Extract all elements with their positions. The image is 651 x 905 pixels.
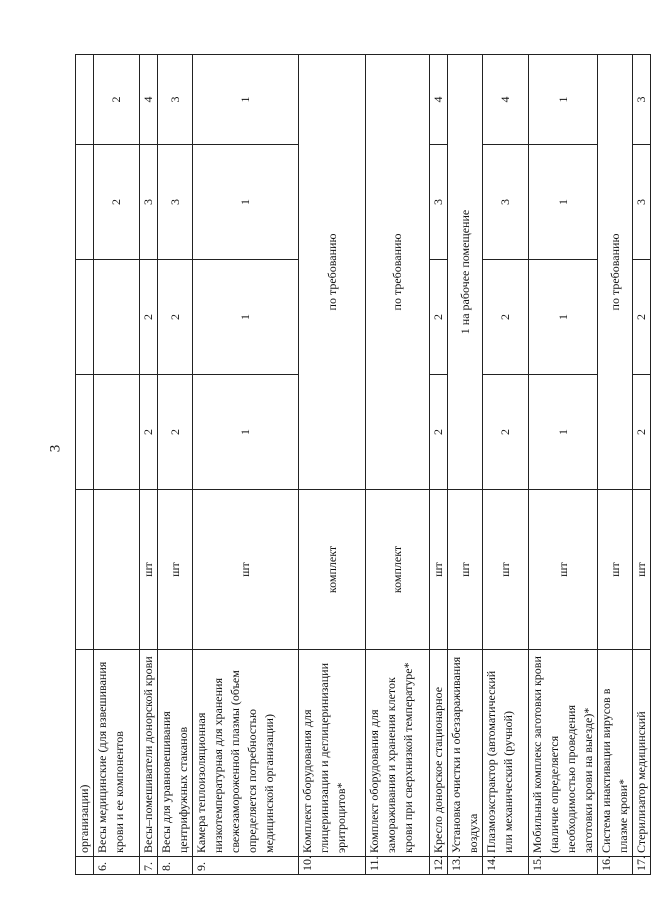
row-number: 11. xyxy=(366,857,430,875)
table-row xyxy=(366,55,430,875)
value-cell: 3 xyxy=(483,145,529,260)
value-cell: 1 xyxy=(193,55,299,145)
row-number: 14. xyxy=(483,857,529,875)
table-row xyxy=(598,55,633,875)
table-row xyxy=(193,55,299,875)
table-row xyxy=(633,55,651,875)
unit-cell: шт xyxy=(158,490,193,650)
row-number: 8. xyxy=(158,857,193,875)
table-row xyxy=(529,55,598,875)
row-number: 9. xyxy=(193,857,299,875)
unit-cell: шт xyxy=(140,490,158,650)
value-cell: 2 xyxy=(140,260,158,375)
value-cell: 3 xyxy=(430,145,448,260)
value-cell: 1 xyxy=(193,375,299,490)
item-name: Плазмоэкстрактор (автоматический или механический (ручной) xyxy=(483,650,529,857)
value-cell xyxy=(76,145,94,260)
unit-cell: шт xyxy=(483,490,529,650)
row-number: 16. xyxy=(598,857,633,875)
table-row xyxy=(448,55,483,875)
value-cell: 4 xyxy=(430,55,448,145)
table-row xyxy=(140,55,158,875)
value-cell: 3 xyxy=(633,55,651,145)
item-name: Стерилизатор медицинский xyxy=(633,650,651,857)
row-number: 15. xyxy=(529,857,598,875)
unit-cell xyxy=(94,490,140,650)
item-name: Камера теплоизоляционная низкотемпературная для хранения свежезамороженной плазмы (объем определяется потребностью медицинской организации) xyxy=(193,650,299,857)
item-name: Мобильный комплекс заготовки крови (наличие определяется необходимостью проведения заготовки крови на выезде)* xyxy=(529,650,598,857)
row-number: 7. xyxy=(140,857,158,875)
value-cell: 1 xyxy=(529,375,598,490)
value-cell: 2 xyxy=(94,145,140,260)
unit-cell: комплект xyxy=(366,490,430,650)
value-cell: 4 xyxy=(483,55,529,145)
table-body xyxy=(76,55,651,875)
value-cell xyxy=(94,260,140,375)
unit-cell: шт xyxy=(598,490,633,650)
unit-cell: шт xyxy=(430,490,448,650)
table-row xyxy=(158,55,193,875)
table-row xyxy=(483,55,529,875)
item-name: организации) xyxy=(76,650,94,857)
unit-cell: шт xyxy=(633,490,651,650)
value-cell: 2 xyxy=(483,375,529,490)
unit-cell: шт xyxy=(529,490,598,650)
value-cell: 2 xyxy=(430,375,448,490)
table-row xyxy=(430,55,448,875)
item-name: Комплект оборудования для замораживания и хранения клеток крови при сверхнизкой температуре* xyxy=(366,650,430,857)
value-cell: 3 xyxy=(158,145,193,260)
rotated-table-container xyxy=(75,55,648,875)
item-name: Система инактивации вирусов в плазме крови* xyxy=(598,650,633,857)
merged-value-cell: по требованию xyxy=(366,55,430,490)
table-row xyxy=(94,55,140,875)
unit-cell: комплект xyxy=(299,490,366,650)
value-cell: 2 xyxy=(633,375,651,490)
value-cell: 2 xyxy=(483,260,529,375)
value-cell xyxy=(76,260,94,375)
item-name: Установка очистки и обеззараживания воздуха xyxy=(448,650,483,857)
item-name: Весы–помешиватели донорской крови xyxy=(140,650,158,857)
value-cell: 1 xyxy=(193,260,299,375)
item-name: Кресло донорское стационарное xyxy=(430,650,448,857)
value-cell: 1 xyxy=(529,55,598,145)
value-cell: 1 xyxy=(529,145,598,260)
table-row xyxy=(299,55,366,875)
value-cell: 2 xyxy=(94,55,140,145)
value-cell xyxy=(94,375,140,490)
item-name: Весы медицинские (для взвешивания крови и ее компонентов xyxy=(94,650,140,857)
value-cell: 2 xyxy=(158,260,193,375)
value-cell: 2 xyxy=(140,375,158,490)
value-cell: 2 xyxy=(158,375,193,490)
value-cell: 1 xyxy=(193,145,299,260)
value-cell xyxy=(76,55,94,145)
value-cell: 1 xyxy=(529,260,598,375)
merged-value-cell: по требованию xyxy=(598,55,633,490)
value-cell: 4 xyxy=(140,55,158,145)
row-number: 13. xyxy=(448,857,483,875)
value-cell: 3 xyxy=(140,145,158,260)
table-row xyxy=(76,55,94,875)
row-number: 10. xyxy=(299,857,366,875)
value-cell: 3 xyxy=(633,145,651,260)
value-cell xyxy=(76,375,94,490)
unit-cell: шт xyxy=(448,490,483,650)
item-name: Комплект оборудования для глицеринизации и деглицеринизации эритроцитов* xyxy=(299,650,366,857)
value-cell: 3 xyxy=(158,55,193,145)
unit-cell xyxy=(76,490,94,650)
row-number: 6. xyxy=(94,857,140,875)
merged-value-cell: по требованию xyxy=(299,55,366,490)
row-number xyxy=(76,857,94,875)
value-cell: 2 xyxy=(430,260,448,375)
unit-cell: шт xyxy=(193,490,299,650)
row-number: 17. xyxy=(633,857,651,875)
row-number: 12. xyxy=(430,857,448,875)
merged-value-cell: 1 на рабочее помещение xyxy=(448,55,483,490)
item-name: Весы для уравновешивания центрифужных стаканов xyxy=(158,650,193,857)
page-number: 3 xyxy=(47,444,64,453)
equipment-table xyxy=(75,54,651,875)
value-cell: 2 xyxy=(633,260,651,375)
